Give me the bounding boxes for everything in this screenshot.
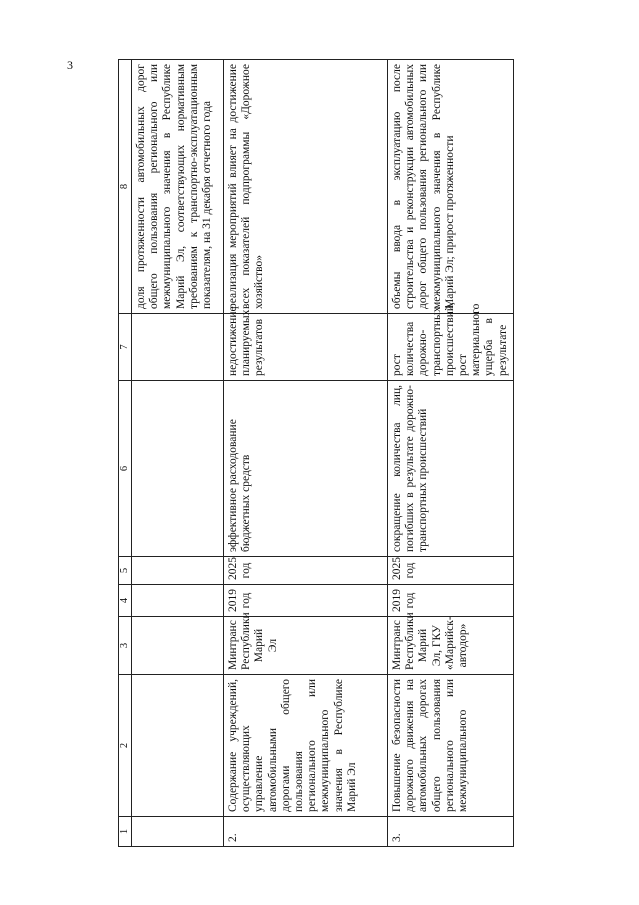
row-continuation-name: [132, 675, 224, 817]
header-cell-5: 5: [119, 557, 132, 585]
table-row-continuation: [132, 60, 224, 847]
row-2-consequence: недостижение планируемых результатов: [224, 314, 388, 381]
measures-table: [118, 59, 514, 847]
row-2-start: 2019 год: [224, 585, 388, 617]
header-cell-1: 1: [119, 817, 132, 847]
row-2-result: эффективное расходование бюджетных средств: [224, 381, 388, 557]
row-3-result: сокращение количества лиц, погибших в результате дорожно-транспортных происшествий: [388, 381, 514, 557]
row-2-executor: Минтранс Республики Марий Эл: [224, 617, 388, 675]
row-3-start: 2019 год: [388, 585, 514, 617]
header-cell-4: 4: [119, 585, 132, 617]
header-cell-6: 6: [119, 381, 132, 557]
row-2-end: 2025 год: [224, 557, 388, 585]
header-cell-2: 2: [119, 675, 132, 817]
header-row: [119, 60, 132, 847]
header-cell-7: 7: [119, 314, 132, 381]
header-cell-8: 8: [119, 60, 132, 314]
row-3-num: 3.: [388, 817, 514, 847]
row-2-link: реализация мероприятий влияет на достижение всех показателей подпрограммы «Дорожное хозяйство»: [224, 60, 388, 314]
row-2-num: 2.: [224, 817, 388, 847]
row-3-end: 2025 год: [388, 557, 514, 585]
row-3-consequence: рост количества дорожно-транспортных происшествий, рост материального ущерба в результате: [388, 314, 514, 381]
header-cell-3: 3: [119, 617, 132, 675]
table-row: [388, 60, 514, 847]
row-2-name: Содержание учреждений, осуществляющих управление автомобильными дорогами общего пользования регионального или межмуниципального значения в Республике Марий Эл: [224, 675, 388, 817]
row-3-name: Повышение безопасности дорожного движения на автомобильных дорогах общего пользования регионального или межмуниципального: [388, 675, 514, 817]
table-row: [224, 60, 388, 847]
row-3-link: объемы ввода в эксплуатацию после строительства и реконструкции автомобильных дорог общего пользования регионального или межмуниципального значения в Республике Марий Эл; прирост протяженности: [388, 60, 514, 314]
page-number: 3: [67, 58, 73, 72]
row-continuation-link: доля протяженности автомобильных дорог общего пользования регионального или межмуниципального значения в Республике Марий Эл, соответствующих нормативным требованиям к транспортно-эксплуатационным показателям, на 31 декабря отчетного года: [132, 60, 224, 314]
row-3-executor: Минтранс Республики Марий Эл, ГКУ «Марийск-автодор»: [388, 617, 514, 675]
row-continuation-num: [132, 817, 224, 847]
row-continuation-start: [132, 585, 224, 617]
row-continuation-executor: [132, 617, 224, 675]
row-continuation-end: [132, 557, 224, 585]
row-continuation-consequence: [132, 314, 224, 381]
row-continuation-result: [132, 381, 224, 557]
